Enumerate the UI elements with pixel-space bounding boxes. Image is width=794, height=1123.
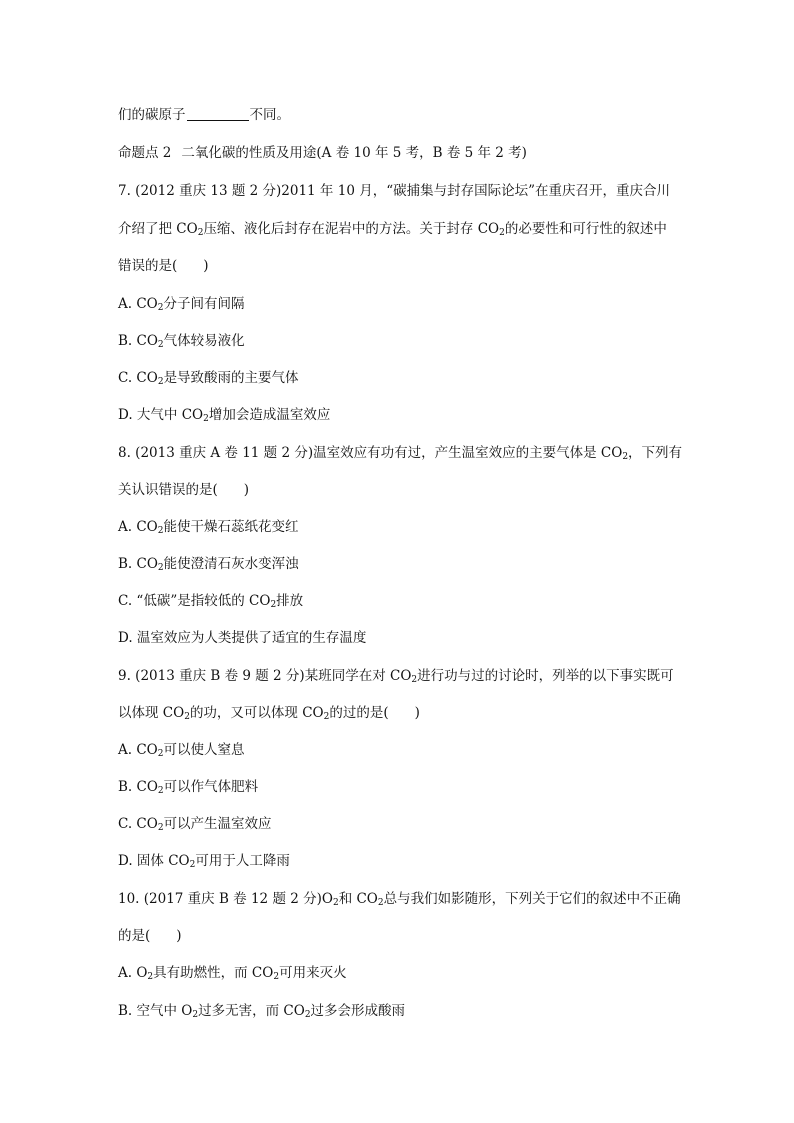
subscript: 2 bbox=[157, 563, 164, 573]
q10-option-a bbox=[118, 963, 694, 987]
subscript: 2 bbox=[157, 786, 164, 796]
q8-line-2 bbox=[118, 480, 694, 500]
q8-option-a bbox=[118, 517, 694, 541]
text: B. CO bbox=[118, 779, 158, 795]
subscript: 2 bbox=[189, 860, 196, 870]
subscript: 2 bbox=[273, 972, 280, 982]
text: 可以使人窒息 bbox=[163, 742, 245, 758]
q7-line-1: 7. (2012 重庆 13 题 2 分)2011 年 10 月，“碳捕集与封存国际论坛”在重庆召开，重庆合川 bbox=[118, 183, 670, 199]
q7-option-a bbox=[118, 294, 694, 318]
text: A. CO bbox=[118, 296, 158, 312]
text: B. 空气中 O bbox=[118, 1003, 193, 1019]
text: 压缩、液化后封存在泥岩中的方法。关于封存 CO bbox=[203, 221, 500, 237]
text: D. 大气中 CO bbox=[118, 407, 204, 423]
answer-blank[interactable] bbox=[187, 106, 249, 121]
subscript: 2 bbox=[622, 452, 629, 462]
text: D. 固体 CO bbox=[118, 853, 190, 869]
q9-line-2 bbox=[118, 703, 694, 727]
q7-line-2 bbox=[118, 219, 694, 243]
text: C. “低碳”是指较低的 CO bbox=[118, 593, 271, 609]
text: 以体现 CO bbox=[118, 705, 185, 721]
text: 9. (2013 重庆 B 卷 9 题 2 分)某班同学在对 CO bbox=[118, 668, 412, 684]
text: A. CO bbox=[118, 519, 158, 535]
q7-option-c bbox=[118, 368, 694, 392]
q9-line-1 bbox=[118, 666, 694, 690]
q8-line-1 bbox=[118, 443, 694, 467]
section-heading bbox=[118, 143, 694, 163]
text: 介绍了把 CO bbox=[118, 221, 198, 237]
text: 是导致酸雨的主要气体 bbox=[163, 370, 299, 386]
text: 能使干燥石蕊纸花变红 bbox=[163, 519, 299, 535]
subscript: 2 bbox=[157, 823, 164, 833]
subscript: 2 bbox=[499, 228, 505, 238]
subscript: 2 bbox=[157, 303, 164, 313]
text: 气体较易液化 bbox=[163, 333, 245, 349]
subscript: 2 bbox=[411, 675, 418, 685]
subscript: 2 bbox=[157, 340, 164, 350]
subscript: 2 bbox=[203, 414, 209, 424]
q7-option-d bbox=[118, 405, 694, 429]
text: 过多会形成酸雨 bbox=[310, 1003, 406, 1019]
q9-option-d bbox=[118, 851, 694, 875]
q8-option-b bbox=[118, 554, 694, 578]
text: 可用于人工降雨 bbox=[195, 853, 290, 869]
text: 8. (2013 重庆 A 卷 11 题 2 分)温室效应有功有过，产生温室效应的主要气体是 CO bbox=[118, 445, 623, 461]
text: 的过的是( bbox=[329, 705, 389, 721]
text: 的功，又可以体现 CO bbox=[189, 705, 324, 721]
q10-line-2 bbox=[118, 926, 694, 946]
q9-option-b bbox=[118, 777, 694, 801]
text: 总与我们如影随形，下列关于它们的叙述中不正确 bbox=[383, 891, 681, 907]
text: 过多无害，而 CO bbox=[198, 1003, 305, 1019]
q10-option-b bbox=[118, 1001, 694, 1025]
text: 的是( bbox=[118, 928, 151, 944]
subscript: 2 bbox=[377, 898, 384, 908]
text: C. CO bbox=[118, 370, 158, 386]
subscript: 2 bbox=[157, 526, 164, 536]
text: 排放 bbox=[276, 593, 304, 609]
subscript: 2 bbox=[184, 712, 190, 722]
text: 可用来灭火 bbox=[279, 965, 347, 981]
subscript: 2 bbox=[270, 600, 277, 610]
text: B. CO bbox=[118, 333, 158, 349]
text: 10. (2017 重庆 B 卷 12 题 2 分)O bbox=[118, 891, 333, 907]
subscript: 2 bbox=[197, 228, 204, 238]
text: ) bbox=[414, 705, 420, 721]
q7-option-b bbox=[118, 331, 694, 355]
text: 能使澄清石灰水变浑浊 bbox=[163, 556, 299, 572]
text: 关认识错误的是( bbox=[118, 482, 218, 498]
text: ) bbox=[243, 482, 250, 498]
text: 的必要性和可行性的叙述中 bbox=[504, 221, 667, 237]
q10-line-1 bbox=[118, 889, 694, 913]
text: A. O bbox=[118, 965, 148, 981]
text: 可以产生温室效应 bbox=[163, 816, 272, 832]
section-label: 命题点 2 bbox=[118, 145, 172, 161]
subscript: 2 bbox=[332, 898, 339, 908]
subscript: 2 bbox=[157, 377, 164, 387]
subscript: 2 bbox=[304, 1010, 311, 1020]
q6-continuation bbox=[118, 105, 694, 125]
subscript: 2 bbox=[192, 1010, 199, 1020]
text: 不同。 bbox=[249, 107, 290, 123]
text: 分子间有间隔 bbox=[163, 296, 245, 312]
subscript: 2 bbox=[323, 712, 330, 722]
text: 和 CO bbox=[338, 891, 378, 907]
q9-option-a bbox=[118, 740, 694, 764]
text: ，下列有 bbox=[628, 445, 683, 461]
text: A. CO bbox=[118, 742, 158, 758]
text: ) bbox=[203, 258, 209, 274]
text: C. CO bbox=[118, 816, 158, 832]
q7-line-3 bbox=[118, 256, 694, 276]
text: ) bbox=[176, 928, 182, 944]
section-title: 二氧化碳的性质及用途(A 卷 10 年 5 考，B 卷 5 年 2 考) bbox=[181, 145, 527, 161]
text: B. CO bbox=[118, 556, 158, 572]
text: 进行功与过的讨论时，列举的以下事实既可 bbox=[417, 668, 674, 684]
text: 可以作气体肥料 bbox=[163, 779, 259, 795]
subscript: 2 bbox=[157, 749, 164, 759]
text: 错误的是( bbox=[118, 258, 178, 274]
q9-option-c bbox=[118, 814, 694, 838]
text: 具有助燃性，而 CO bbox=[153, 965, 274, 981]
subscript: 2 bbox=[147, 972, 154, 982]
text: 增加会造成温室效应 bbox=[208, 407, 331, 423]
text: 们的碳原子 bbox=[118, 107, 186, 123]
q8-option-d: D. 温室效应为人类提供了适宜的生存温度 bbox=[118, 630, 367, 646]
q8-option-c bbox=[118, 591, 694, 615]
